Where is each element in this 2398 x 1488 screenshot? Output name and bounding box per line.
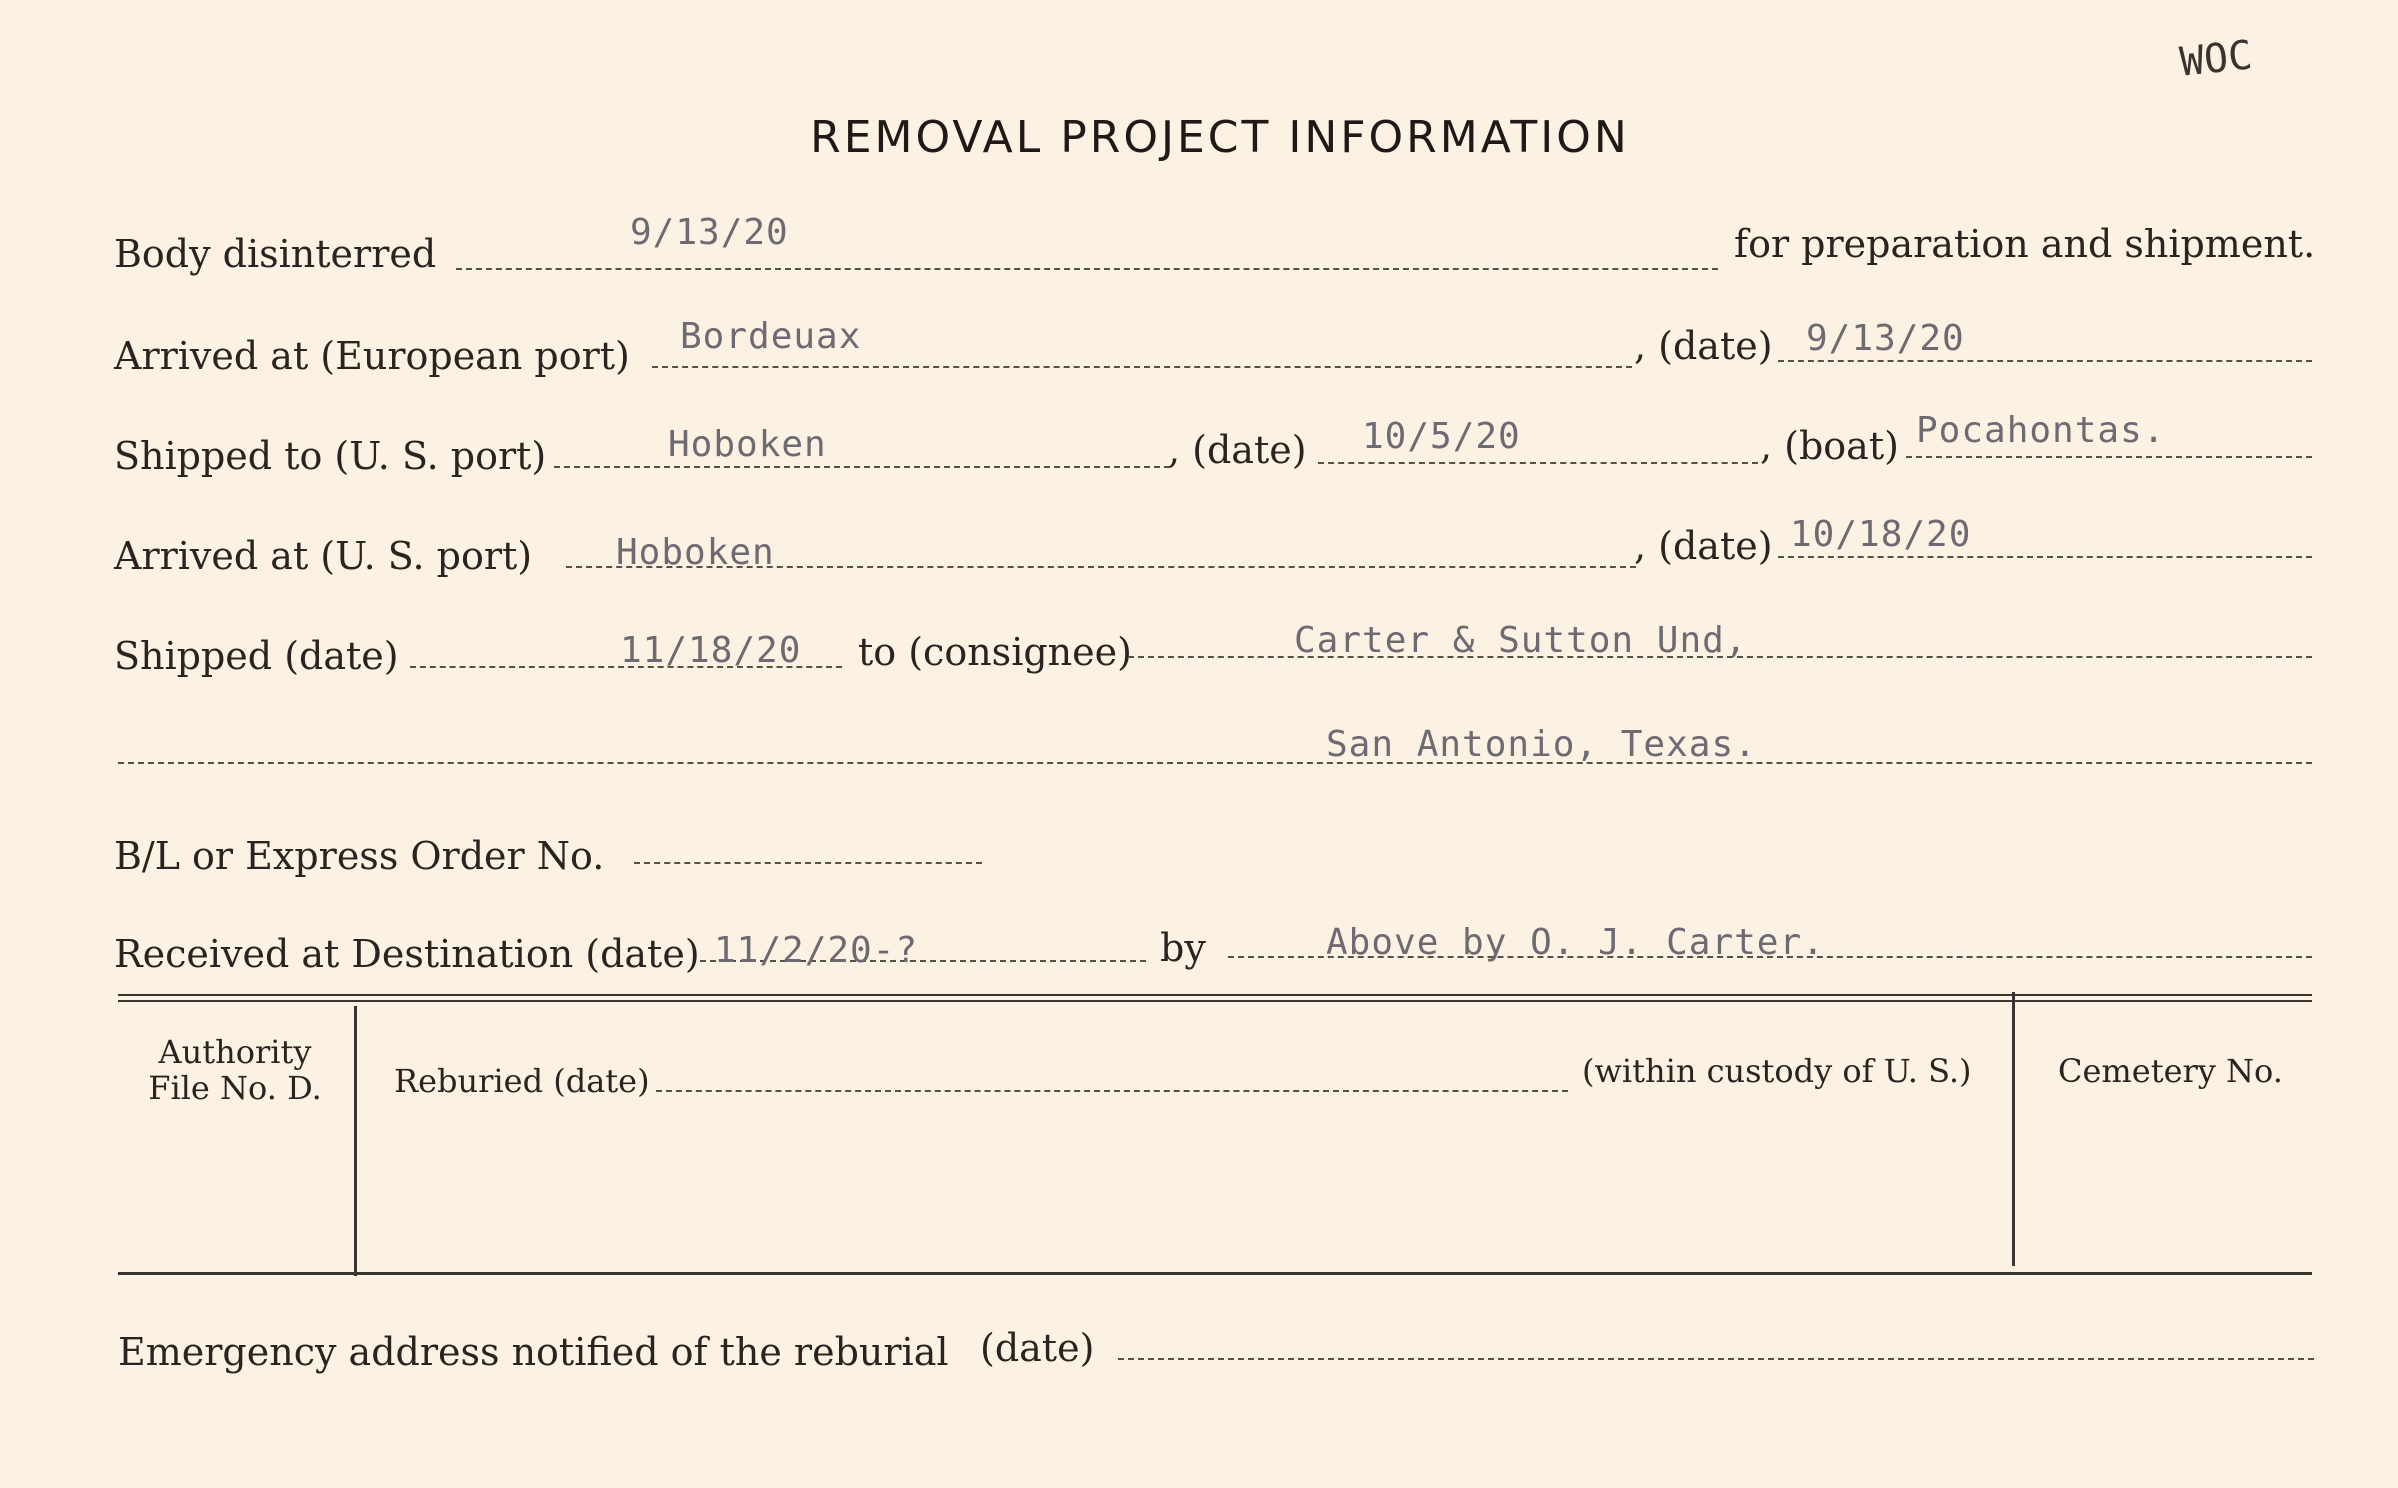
arrived-us-port: Hoboken [616, 532, 775, 573]
corner-initials-mark: WOC [2177, 32, 2255, 86]
shipped-us-boat: Pocahontas. [1916, 410, 2166, 451]
reburied-label: Reburied (date) [394, 1062, 650, 1100]
received-by-label: by [1160, 926, 1206, 970]
arrived-europe-port: Bordeuax [680, 316, 862, 357]
received-label: Received at Destination (date) [114, 932, 700, 976]
shipped-us-label: Shipped to (U. S. port) [114, 434, 547, 478]
consignee-name: Carter & Sutton Und, [1294, 620, 1748, 661]
arrived-us-date-label: , (date) [1634, 524, 1773, 568]
reburied-line [656, 1090, 1568, 1092]
received-date: 11/2/20-? [714, 930, 919, 971]
disinterred-label: Body disinterred [114, 232, 437, 276]
table-bottom-rule [118, 1272, 2312, 1275]
arrived-us-label: Arrived at (U. S. port) [114, 534, 533, 578]
form-title: REMOVAL PROJECT INFORMATION [810, 112, 1630, 163]
consignee-label: to (consignee) [858, 630, 1132, 674]
table-divider-right [2012, 992, 2015, 1266]
custody-label: (within custody of U. S.) [1582, 1052, 1972, 1090]
arrived-europe-date-label: , (date) [1634, 324, 1773, 368]
shipped-date-value: 11/18/20 [620, 630, 802, 671]
table-top-rule [118, 994, 2312, 996]
arrived-europe-line [652, 366, 1632, 368]
shipped-us-date-label: , (date) [1168, 428, 1307, 472]
consignee-city: San Antonio, Texas. [1326, 724, 1757, 765]
disinterred-line [456, 268, 1718, 270]
authority-file-cell [130, 1034, 340, 1106]
table-divider-left [354, 1006, 357, 1276]
authority-label: Authority [158, 1033, 312, 1071]
bl-order-label: B/L or Express Order No. [114, 834, 605, 878]
shipped-us-port: Hoboken [668, 424, 827, 465]
table-top-rule-inner [118, 1000, 2312, 1002]
emergency-date-line [1118, 1358, 2314, 1360]
shipped-us-date-line [1318, 462, 1758, 464]
shipped-us-line [554, 466, 1170, 468]
consignee-continuation-line [118, 762, 2312, 764]
emergency-label: Emergency address notified of the reburial [118, 1330, 949, 1374]
emergency-date-label: (date) [980, 1326, 1095, 1370]
arrived-europe-label: Arrived at (European port) [114, 334, 630, 378]
bl-order-line [634, 862, 982, 864]
arrived-us-date-line [1778, 556, 2312, 558]
shipped-us-date: 10/5/20 [1362, 416, 1521, 457]
shipped-us-boat-label: , (boat) [1760, 424, 1899, 468]
cemetery-label: Cemetery No. [2058, 1052, 2283, 1090]
disinterred-value: 9/13/20 [630, 212, 789, 253]
received-by: Above by O. J. Carter. [1326, 922, 1825, 963]
arrived-europe-date: 9/13/20 [1806, 318, 1965, 359]
file-no-label: File No. D. [148, 1069, 322, 1107]
arrived-europe-date-line [1778, 360, 2312, 362]
disinterred-suffix: for preparation and shipment. [1734, 222, 2316, 266]
arrived-us-date: 10/18/20 [1790, 514, 1972, 555]
shipped-us-boat-line [1906, 456, 2312, 458]
shipped-date-label: Shipped (date) [114, 634, 399, 678]
